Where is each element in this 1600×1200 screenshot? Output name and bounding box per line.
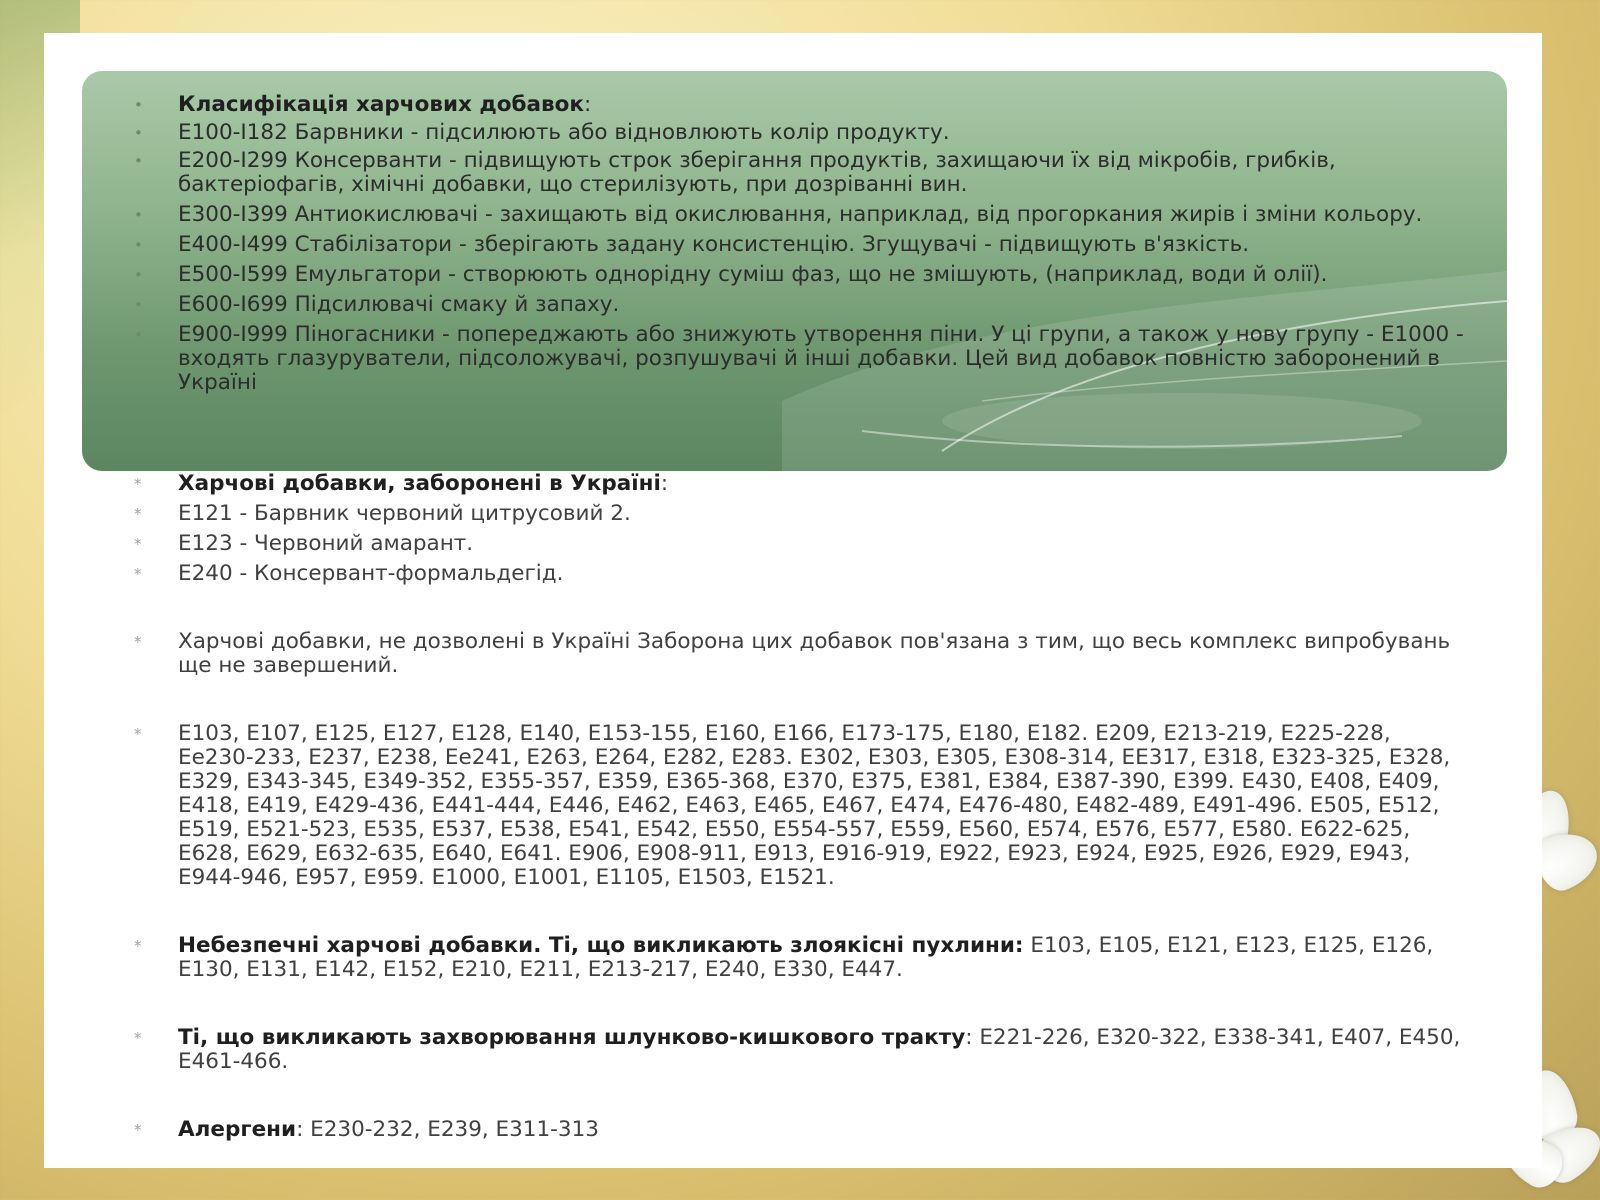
list-item: • Е200-І299 Консерванти - підвищують строк зберігання продуктів, захищаючи їх від мікробів, грибків, бактеріофагів, хімічні добавки, що стерилізують, при дозріванні вин. bbox=[134, 148, 1336, 197]
bullet-icon: • bbox=[134, 326, 143, 344]
list-item: * Е123 - Червоний амарант. bbox=[134, 531, 474, 556]
list-item: * Харчові добавки, заборонені в Україні: bbox=[134, 471, 669, 496]
list-item: • Е300-І399 Антиокислювачі - захищають від окислювання, наприклад, від прогоркания жирів і зміни кольору. bbox=[134, 202, 1423, 227]
bullet-icon: * bbox=[134, 565, 142, 583]
bullet-icon: * bbox=[134, 633, 142, 651]
list-item: * Е121 - Барвник червоний цитрусовий 2. bbox=[134, 501, 631, 526]
bullet-icon: * bbox=[134, 535, 142, 553]
list-item: * Ті, що викликають захворювання шлунково-кишкового тракту: Е221-226, Е320-322, Е338-341, Е407, Е450, Е461-466. bbox=[134, 1025, 1461, 1074]
classification-list bbox=[134, 93, 1464, 395]
list-item: * Алергени: Е230-232, Е239, Е311-313 bbox=[134, 1117, 599, 1142]
bullet-icon: * bbox=[134, 475, 142, 493]
list-item: * Небезпечні харчові добавки. Ті, що викликають злоякісні пухлини: Е103, Е105, Е121, Е123, Е125, Е126, Е130, Е131, Е142, Е152, Е210, Е211, Е213-217, Е240, Е330, Е447. bbox=[134, 933, 1434, 982]
bullet-icon: • bbox=[134, 206, 143, 224]
bullet-icon: * bbox=[134, 725, 142, 743]
slide-panel bbox=[44, 33, 1542, 1168]
bullet-icon: • bbox=[134, 124, 143, 142]
list-item: * Е240 - Консервант-формальдегід. bbox=[134, 561, 564, 586]
list-item: • Е500-І599 Емульгатори - створюють однорідну суміш фаз, що не змішують, (наприклад, води й олії). bbox=[134, 262, 1328, 287]
list-item: • Е900-І999 Піногасники - попереджають або знижують утворення піни. У ці групи, а також у нову групу - Е1000 - входять глазуруватели, підсоложувачі, розпушувачі й інші добавки. Цей вид добавок повністю заборонений в Україні bbox=[134, 322, 1464, 395]
list-item: • Класифікація харчових добавок: bbox=[134, 92, 592, 117]
list-item: * Харчові добавки, не дозволені в Україні Заборона цих добавок пов'язана з тим, що весь комплекс випробувань ще не завершений. bbox=[134, 629, 1451, 678]
bullet-icon: • bbox=[134, 152, 143, 170]
bullet-icon: * bbox=[134, 505, 142, 523]
bullet-icon: • bbox=[134, 266, 143, 284]
restricted-additives-list bbox=[134, 472, 1464, 1142]
bullet-icon: • bbox=[134, 96, 143, 114]
bullet-icon: * bbox=[134, 937, 142, 955]
bullet-icon: • bbox=[134, 236, 143, 254]
bullet-icon: • bbox=[134, 296, 143, 314]
list-item: * Е103, Е107, Е125, Е127, Е128, Е140, Е153-155, Е160, Е166, Е173-175, Е180, Е182. Е209, Е213-219, Е225-228, Ее230-233, Е237, Е238, Ее241, Е263, Е264, Е282, Е283. Е302, Е303, Е305, Е308-314, ЕЕ317, Е318, Е323-325, Е328, Е329, Е343-345, Е349-352, Е355-357, Е359, Е365-368, Е370, Е375, Е381, Е384, Е387-390, Е399. Е430, Е408, Е409, Е418, Е419, Е429-436, Е441-444, Е446, Е462, Е463, Е465, Е467, Е474, Е476-480, Е482-489, Е491-496. Е505, Е512, Е519, Е521-523, Е535, Е537, Е538, Е541, Е542, Е550, Е554-557, Е559, Е560, Е574, Е576, Е577, Е580. Е622-625, Е628, Е629, Е632-635, Е640, Е641. Е906, Е908-911, Е913, Е916-919, Е922, Е923, Е924, Е925, Е926, Е929, Е943, Е944-946, Е957, Е959. Е1000, Е1001, Е1105, Е1503, Е1521. bbox=[134, 721, 1451, 890]
list-item: • Е400-І499 Стабілізатори - зберігають задану консистенцію. Згущувачі - підвищують в'язкість. bbox=[134, 232, 1250, 257]
green-highlight-box bbox=[82, 71, 1507, 471]
list-item: • Е600-І699 Підсилювачі смаку й запаху. bbox=[134, 292, 620, 317]
bullet-icon: * bbox=[134, 1029, 142, 1047]
bullet-icon: * bbox=[134, 1121, 142, 1139]
list-item: • Е100-І182 Барвники - підсилюють або відновлюють колір продукту. bbox=[134, 120, 950, 145]
